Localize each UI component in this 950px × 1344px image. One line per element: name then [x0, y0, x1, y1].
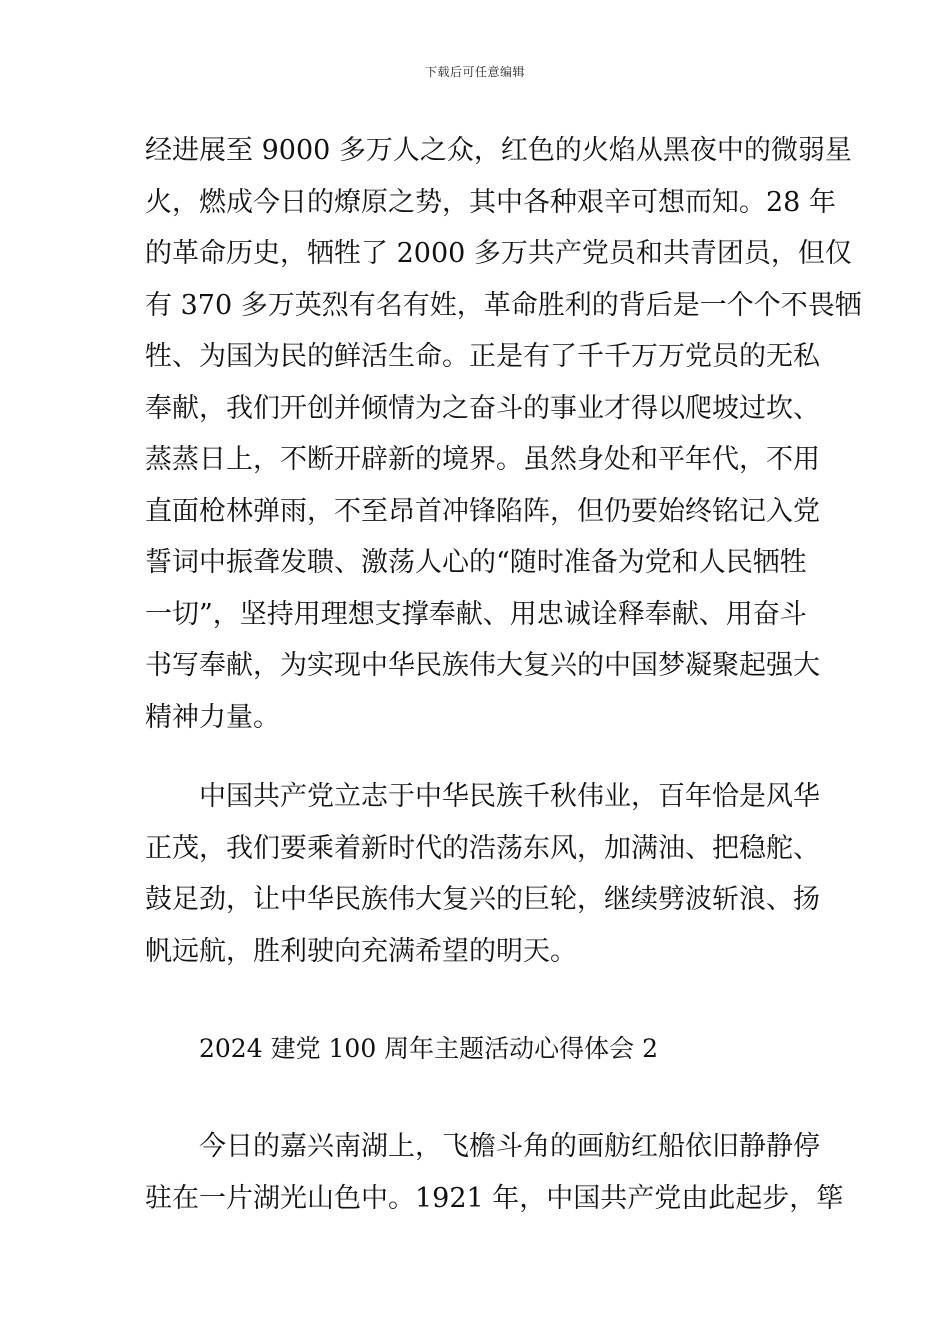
page-header: 下载后可任意编辑: [424, 65, 525, 79]
text-line: 驻在一片湖光山色中。1921 年，中国共产党由此起步，筚: [145, 1182, 844, 1214]
paragraph-continued: [145, 125, 862, 743]
paragraph: [145, 771, 820, 977]
text-line: 奉献，我们开创并倾情为之奋斗的事业才得以爬坡过坎、: [145, 392, 820, 424]
text-line: 经进展至 9000 多万人之众，红色的火焰从黑夜中的微弱星: [145, 135, 852, 166]
text-line: 有 370 多万英烈有名有姓，革命胜利的背后是一个个不畏牺: [145, 289, 862, 321]
text-line: 誓词中振聋发聩、激荡人心的“随时准备为党和人民牺牲: [145, 547, 807, 578]
text-line: 蒸蒸日上，不断开辟新的境界。虽然身处和平年代，不用: [145, 444, 820, 475]
paragraph: [145, 1121, 844, 1224]
section-heading: 2024 建党 100 周年主题活动心得体会 2: [199, 1034, 659, 1063]
text-line: 书写奉献，为实现中华民族伟大复兴的中国梦凝聚起强大: [145, 650, 820, 681]
text-line: 一切”，坚持用理想支撑奉献、用忠诚诠释奉献、用奋斗: [145, 598, 807, 630]
text-line: 中国共产党立志于中华民族千秋伟业，百年恰是风华: [199, 781, 820, 812]
text-line: 直面枪林弹雨，不至昂首冲锋陷阵，但仍要始终铭记入党: [145, 495, 820, 527]
text-line: 精神力量。: [145, 701, 280, 733]
text-line: 火，燃成今日的燎原之势，其中各种艰辛可想而知。28 年: [145, 186, 836, 218]
text-line: 今日的嘉兴南湖上，飞檐斗角的画舫红船依旧静静停: [199, 1131, 820, 1162]
text-line: 牲、为国为民的鲜活生命。正是有了千千万万党员的无私: [145, 341, 820, 372]
text-line: 正茂，我们要乘着新时代的浩荡东风，加满油、把稳舵、: [145, 832, 820, 864]
text-line: 的革命历史，牺牲了 2000 多万共产党员和共青团员，但仅: [145, 238, 852, 269]
text-line: 鼓足劲，让中华民族伟大复兴的巨轮，继续劈波斩浪、扬: [145, 884, 820, 915]
text-line: 帆远航，胜利驶向充满希望的明天。: [145, 935, 577, 967]
